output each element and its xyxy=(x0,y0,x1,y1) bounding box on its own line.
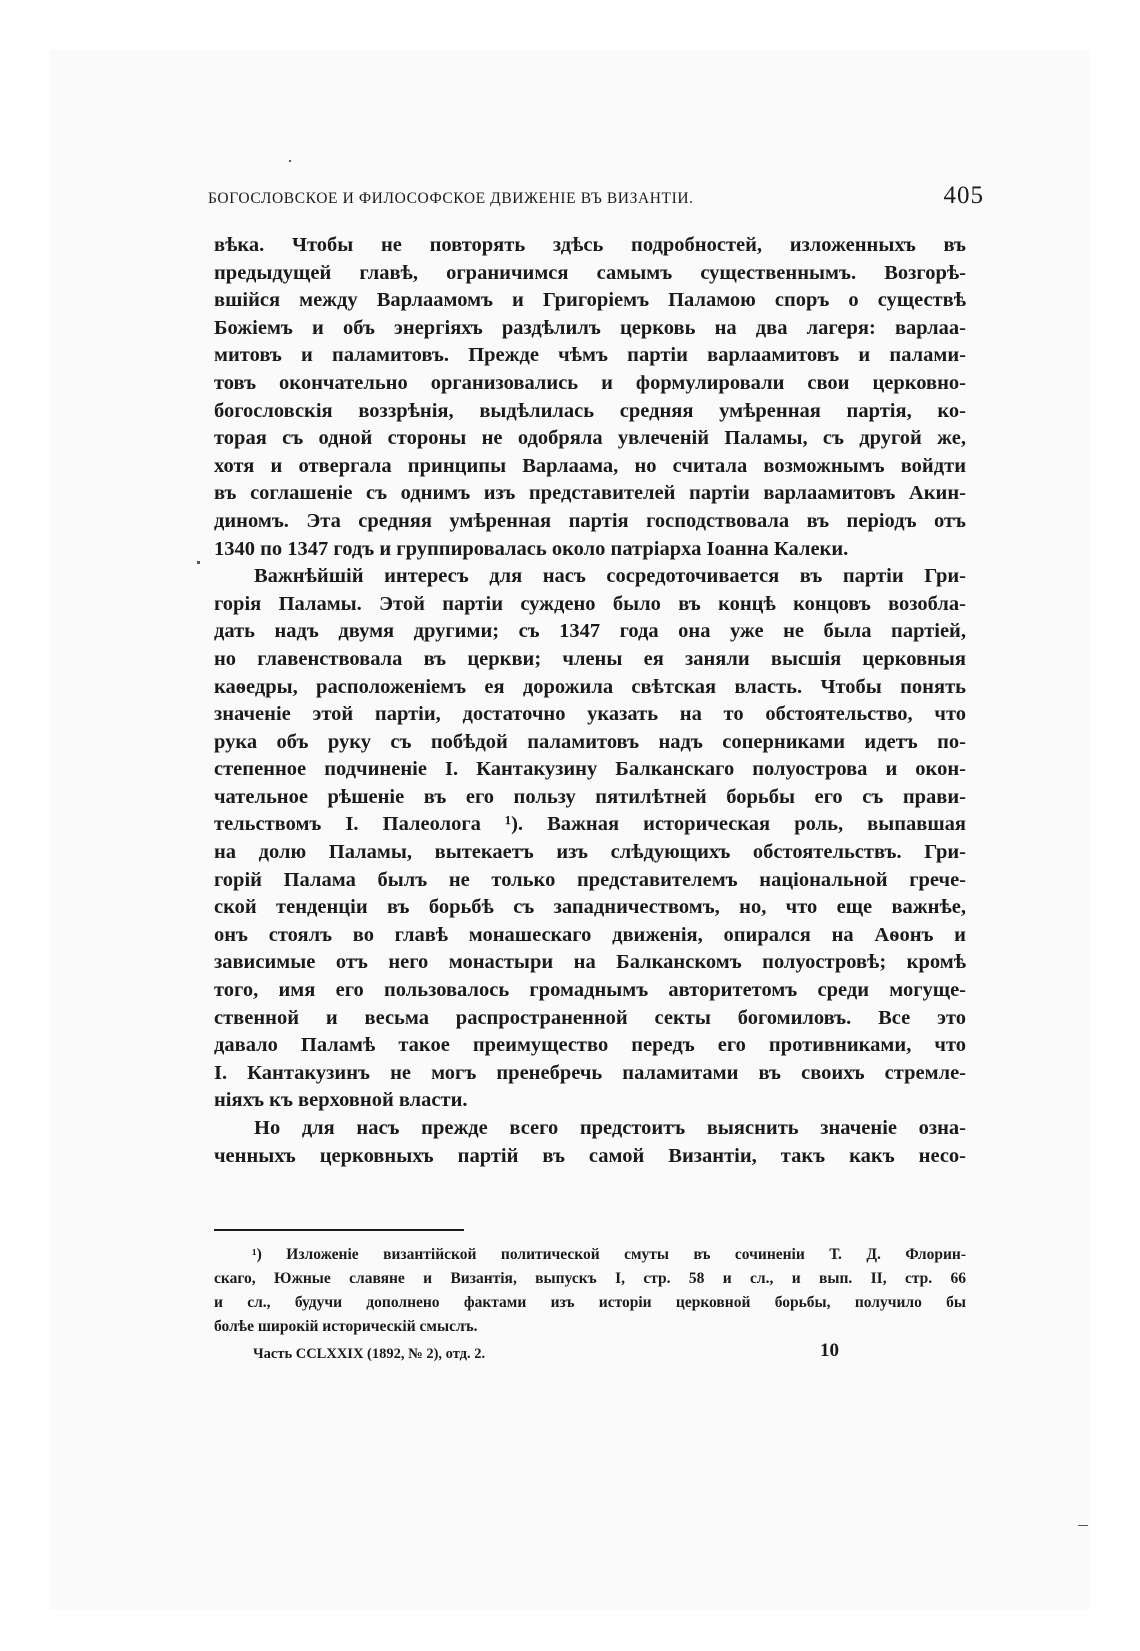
text-line: Важнѣйшій интересъ для насъ сосредоточивается въ партіи Гри- xyxy=(254,565,966,588)
text-line: митовъ и паламитовъ. Прежде чѣмъ партіи варлаамитовъ и палами- xyxy=(214,344,966,367)
text-line: хотя и отвергала принципы Варлаама, но считала возможнымъ войдти xyxy=(214,454,966,477)
running-title: БОГОСЛОВСКОЕ И ФИЛОСОФСКОЕ ДВИЖЕНІЕ ВЪ ВИЗАНТІИ. xyxy=(208,190,694,207)
text-line: каѳедры, расположеніемъ ея дорожила свѣтская власть. Чтобы понять xyxy=(214,675,966,698)
text-line: торая съ одной стороны не одобряла увлеченій Паламы, съ другой же, xyxy=(214,427,966,450)
text-line: Божіемъ и объ энергіяхъ раздѣлилъ церковь на два лагеря: варлаа- xyxy=(214,316,966,339)
main-text xyxy=(214,232,966,1170)
text-line: рука объ руку съ побѣдой паламитовъ надъ соперниками идетъ по- xyxy=(214,730,966,753)
text-line: богословскія воззрѣнія, выдѣлилась средняя умѣренная партія, ко- xyxy=(214,399,966,422)
text-line: тельствомъ І. Палеолога ¹). Важная историческая роль, выпавшая xyxy=(214,813,966,836)
scan-speck xyxy=(1078,1525,1088,1526)
text-line: въ соглашеніе съ однимъ изъ представителей партіи варлаамитовъ Акин- xyxy=(214,482,966,505)
scan-speck xyxy=(289,160,291,162)
text-line: вѣка. Чтобы не повторять здѣсь подробностей, изложенныхъ въ xyxy=(214,234,966,256)
text-line: 1340 по 1347 годъ и группировалась около патріарха Іоанна Калеки. xyxy=(214,537,849,560)
text-line: зависимые отъ него монастыри на Балканскомъ полуостровѣ; кромѣ xyxy=(214,951,966,974)
text-line: чательное рѣшеніе въ его пользу пятилѣтней борьбы его съ прави- xyxy=(214,785,966,808)
text-line: ніяхъ къ верховной власти. xyxy=(214,1089,468,1112)
text-line: диномъ. Эта средняя умѣренная партія господствовала въ періодъ отъ xyxy=(214,509,966,532)
text-line: Но для насъ прежде всего предстоитъ выяснить значеніе озна- xyxy=(254,1117,966,1139)
footnote-line: скаго, Южные славяне и Византія, выпускъ I, стр. 58 и сл., и вып. II, стр. 66 xyxy=(214,1270,966,1287)
footnote-line: болѣе широкій историческій смыслъ. xyxy=(214,1318,478,1335)
scan-speck xyxy=(197,561,200,564)
text-line: но главенствовала въ церкви; члены ея заняли высшія церковныя xyxy=(214,647,966,670)
text-line: товъ окончательно организовались и формулировали свои церковно- xyxy=(214,371,966,394)
text-line: І. Кантакузинъ не могъ пренебречь паламитами въ своихъ стремле- xyxy=(214,1061,966,1084)
text-line: значеніе этой партіи, достаточно указать на то обстоятельство, что xyxy=(214,703,966,726)
text-line: онъ стоялъ во главѣ монашескаго движенія, опирался на Аѳонъ и xyxy=(214,923,966,946)
text-line: давало Паламѣ такое преимущество передъ его противниками, что xyxy=(214,1034,966,1057)
running-header xyxy=(208,182,984,218)
text-line: предыдущей главѣ, ограничимся самымъ существеннымъ. Возгорѣ- xyxy=(214,261,966,284)
text-line: ской тенденціи въ борьбѣ съ западничествомъ, но, что еще важнѣе, xyxy=(214,896,966,919)
footnote-line: ¹) Изложеніе византійской политической смуты въ сочиненіи Т. Д. Флорин- xyxy=(252,1246,966,1263)
text-line: дать надъ двумя другими; съ 1347 года она уже не была партіей, xyxy=(214,620,966,643)
footnote-divider xyxy=(214,1229,464,1231)
text-line: ственной и весьма распространенной секты богомиловъ. Все это xyxy=(214,1006,966,1029)
footnote xyxy=(214,1243,966,1339)
text-line: на долю Паламы, вытекаетъ изъ слѣдующихъ обстоятельствъ. Гри- xyxy=(214,841,966,864)
sheet-number: 10 xyxy=(820,1340,839,1361)
page-number: 405 xyxy=(943,182,984,209)
footnote-line: и сл., будучи дополнено фактами изъ исторіи церковной борьбы, получило бы xyxy=(214,1294,966,1311)
text-line: горія Паламы. Этой партіи суждено было въ концѣ концовъ возобла- xyxy=(214,592,966,615)
text-line: степенное подчиненіе І. Кантакузину Балканскаго полуострова и окон- xyxy=(214,758,966,781)
text-line: горій Палама былъ не только представителемъ національной грече- xyxy=(214,868,966,891)
text-line: того, имя его пользовалось громаднымъ авторитетомъ среди могуще- xyxy=(214,979,966,1002)
text-line: ченныхъ церковныхъ партій въ самой Византіи, такъ какъ несо- xyxy=(214,1144,966,1167)
printer-signature: Часть CCLXXIX (1892, № 2), отд. 2. xyxy=(253,1346,486,1362)
text-line: вшійся между Варлаамомъ и Григоріемъ Паламою споръ о существѣ xyxy=(214,289,966,312)
